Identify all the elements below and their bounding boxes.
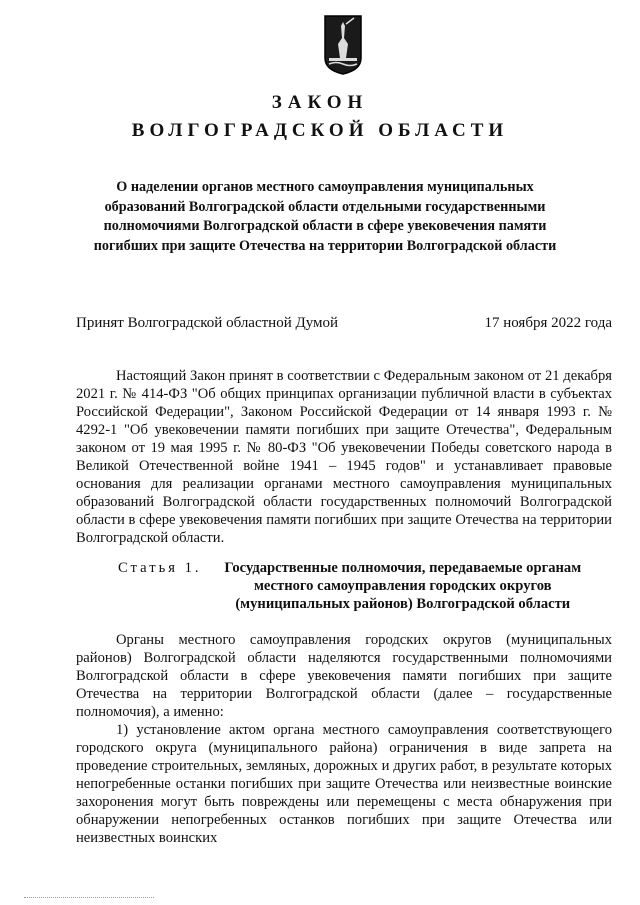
region-title: ВОЛГОГРАДСКОЙ ОБЛАСТИ bbox=[131, 120, 509, 141]
volgograd-coat-of-arms-icon bbox=[323, 14, 363, 76]
article-1-heading bbox=[118, 559, 598, 613]
law-subject: О наделении органов местного самоуправления муниципальных образований Волгоградской области отдельными государственными полномочиями Волгоградской области в сфере увековечения памяти погибших при защите Отечества на территории Волгоградской области bbox=[93, 179, 557, 254]
article-1-item-1: 1) установление актом органа местного самоуправления соответствующего городского округа (муниципального района) ограничения в виде запрета на проведение строительных, земляных, дорожных и других работ, в результате которых непогребенные останки погибших при защите Отечества или неизвестные воинские захоронения могут быть повреждены или перемещены с места обнаружения при обнаружении непогребенных останков погибших при защите Отечества или неизвестных воинских bbox=[76, 722, 612, 846]
page-edge-marks bbox=[24, 897, 154, 901]
article-1-label: Статья 1. bbox=[118, 560, 202, 576]
article-1-title: Государственные полномочия, передаваемые органам местного самоуправления городских округов (муниципальных районов) Волгоградской области bbox=[224, 560, 582, 612]
adopted-by: Принят Волгоградской областной Думой bbox=[76, 315, 339, 331]
law-title: ЗАКОН bbox=[271, 92, 369, 113]
preamble-paragraph: Настоящий Закон принят в соответствии с Федеральным законом от 21 декабря 2021 г. № 414-ФЗ "Об общих принципах организации публичной власти в субъектах Российской Федерации", Законом Российской Федерации от 14 января 1993 г. № 4292-1 "Об увековечении памяти погибших при защите Отечества", Федеральным законом от 19 мая 1995 г. № 80-ФЗ "Об увековечении Победы советского народа в Великой Отечественной войне 1941 – 1945 годов" и устанавливает правовые основания для реализации органами местного самоуправления муниципальных образований Волгоградской области государственных полномочий Волгоградской области в сфере увековечения памяти погибших при защите Отечества на территории Волгоградской области. bbox=[76, 368, 612, 546]
article-1-intro: Органы местного самоуправления городских округов (муниципальных районов) Волгоградской области наделяются государственными полномочиями Волгоградской области в сфере увековечения памяти погибших при защите Отечества на территории Волгоградской области (далее – государственные полномочия), а именно: bbox=[76, 632, 612, 720]
adoption-line bbox=[76, 315, 612, 332]
adoption-date: 17 ноября 2022 года bbox=[484, 315, 612, 331]
